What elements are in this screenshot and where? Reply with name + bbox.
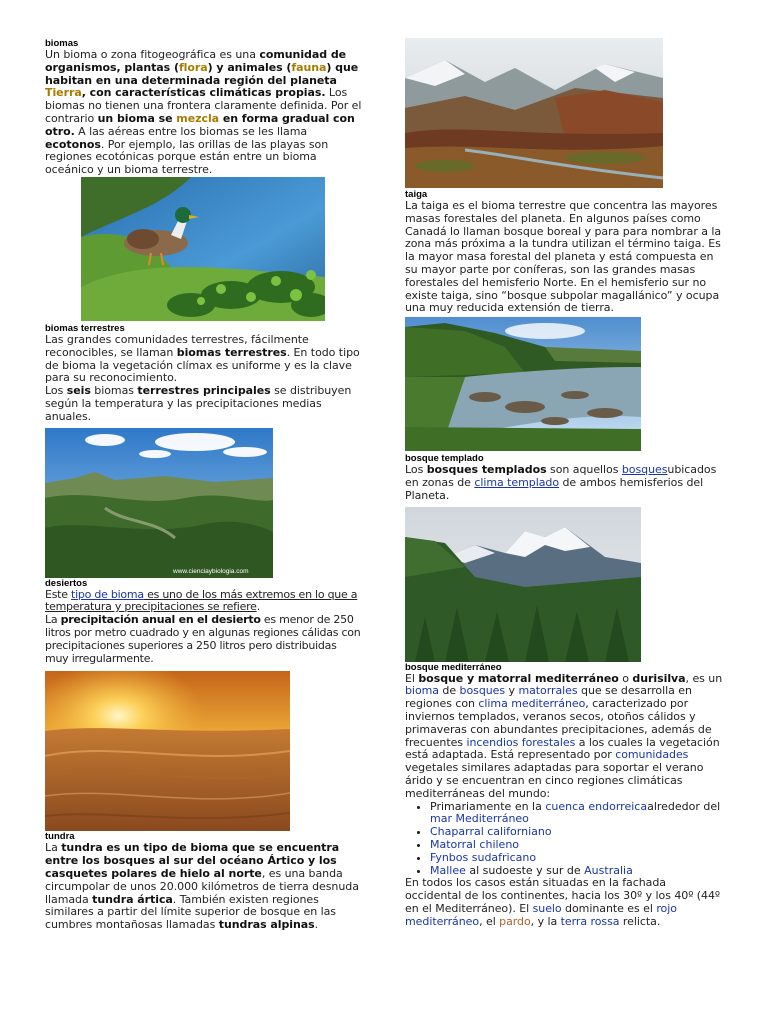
link-bioma[interactable]: bioma xyxy=(405,684,439,698)
link-suelo[interactable]: suelo xyxy=(532,901,562,915)
snowy-mountain-forest-photo xyxy=(405,507,641,662)
link-chaparral[interactable]: Chaparral californiano xyxy=(430,825,552,839)
duck-lake-photo xyxy=(81,177,325,321)
link-pardo[interactable]: pardo xyxy=(499,914,531,928)
biomas-terrestres-text: Las grandes comunidades terrestres, fácilmente reconocibles, se llaman biomas terrestres. En todo tipo de bioma la vegetación clímax es uniforme y es la clave para su reconocimiento. Los seis biomas terrestres principales se distribuyen según la temperatura y las precipitaciones medias anuales. xyxy=(45,332,360,423)
link-incendios-forestales[interactable]: incendios forestales xyxy=(466,735,576,749)
desiertos-text: Este tipo de bioma es uno de los más extremos en lo que a temperatura y precipitaciones se refiere. La precipitación anual en el desierto es menor de 250 litros por metro cuadrado y en algunas regiones cálidas con precipitaciones superiores a 250 litros pero distribuidas muy irregularmente. xyxy=(45,587,361,665)
link-clima-mediterraneo[interactable]: clima mediterráneo xyxy=(478,697,586,711)
left-column xyxy=(45,38,363,932)
heading-bosque-templado: bosque templado xyxy=(405,453,484,465)
taiga-text: La taiga es el bioma terrestre que concentra las mayores masas forestales del planeta. En algunos países como Canadá lo llaman bosque boreal y para para nombrar a la zona más próxima a la tundra utilizan el término taiga. Es la mayor masa forestal del planeta y está compuesta en su mayor parte por coníferas, son las grandes masas forestales del hemisferio Norte. En el hemisferio sur no existe taiga, sino “bosque subpolar magallánico” y ocupa una muy reducida extensión de tierra. xyxy=(405,199,722,315)
link-comunidades[interactable]: comunidades xyxy=(615,748,689,762)
heading-biomas-terrestres: biomas terrestres xyxy=(45,322,125,334)
link-cuenca-endorreica[interactable]: cuenca endorreica xyxy=(545,799,648,813)
list-item: • Primariamente en la cuenca endorreicaalrededor del mar Mediterráneo xyxy=(430,801,725,827)
link-fynbos[interactable]: Fynbos sudafricano xyxy=(430,850,537,864)
list-item: • Mallee al sudoeste y sur de Australia xyxy=(430,865,725,878)
desert-sunset-photo xyxy=(45,671,290,831)
bosque-templado-text: Los bosques templados son aquellos bosquesubicados en zonas de clima templado de ambos hemisferios del Planeta. xyxy=(405,463,717,502)
link-rojo-mediterraneo[interactable]: rojo mediterráneo xyxy=(405,901,677,928)
tundra-text: La tundra es un tipo de bioma que se encuentra entre los bosques al sur del océano Ártico y los casquetes polares de hielo al norte, es una banda circumpolar de unos 20.000 kilómetros de tierra desnuda llamada tundra ártica. También existen regiones similares a partir del límite superior de bosque en las cumbres montañosas llamadas tundras alpinas. xyxy=(45,841,359,932)
river-forest-photo xyxy=(405,317,641,451)
link-terra-rossa[interactable]: terra rossa xyxy=(560,914,620,928)
link-matorral-chileno[interactable]: Matorral chileno xyxy=(430,837,520,851)
heading-bosque-mediterraneo: bosque mediterráneo xyxy=(405,661,502,673)
mediterranean-regions-list xyxy=(405,801,725,878)
link-matorrales[interactable]: matorrales xyxy=(518,684,578,698)
heading-taiga: taiga xyxy=(405,189,428,200)
heading-desiertos: desiertos xyxy=(45,577,88,589)
link-australia[interactable]: Australia xyxy=(584,863,633,877)
link-clima-templado[interactable]: clima templado xyxy=(474,475,560,489)
heading-biomas: biomas xyxy=(45,38,79,49)
bosque-mediterraneo-text: El bosque y matorral mediterráneo o durisilva, es un bioma de bosques y matorrales que se desarrolla en regiones con clima mediterráneo, caracterizado por inviernos templados, veranos secos, otoños cálidos y primaveras con abundantes precipitaciones, además de frecuentes incendios forestales a los cuales la vegetación está adaptada. Está representado por comunidades vegetales similares adaptadas para soportar el verano árido y se encuentran en cinco regiones climáticas mediterráneas del mundo: xyxy=(405,671,723,800)
link-tipo-de-bioma[interactable]: tipo de bioma xyxy=(71,587,144,601)
link-mar-mediterraneo[interactable]: mar Mediterráneo xyxy=(430,812,529,826)
link-bosques[interactable]: bosques xyxy=(621,463,668,477)
taiga-mountains-photo xyxy=(405,38,663,188)
bosque-mediterraneo-closing: En todos los casos están situadas en la fachada occidental de los continentes, hacia los 30º y los 40º (44º en el Mediterráneo). El suelo dominante es el rojo mediterráneo, el pardo, y la terra rossa relicta. xyxy=(405,876,721,928)
biomas-intro: Un bioma o zona fitogeográfica es una comunidad de organismos, plantas (flora) y animales (fauna) que habitan en una determinada región del planeta Tierra, con características climáticas propias. Los biomas no tienen una frontera claramente definida. Por el contrario un bioma se mezcla en forma gradual con otro. A las aéreas entre los biomas se les llama ecotonos. Por ejemplo, las orillas de las playas son regiones ecotónicas porque están entre un bioma oceánico y un bioma terrestre. xyxy=(45,48,362,177)
right-column xyxy=(405,38,725,929)
link-mallee[interactable]: Mallee xyxy=(430,863,466,877)
link-bosques-med[interactable]: bosques xyxy=(459,684,506,698)
green-valley-photo xyxy=(45,428,273,578)
heading-tundra: tundra xyxy=(45,831,75,843)
photo-watermark: www.cienciaybiologia.com xyxy=(173,567,249,575)
